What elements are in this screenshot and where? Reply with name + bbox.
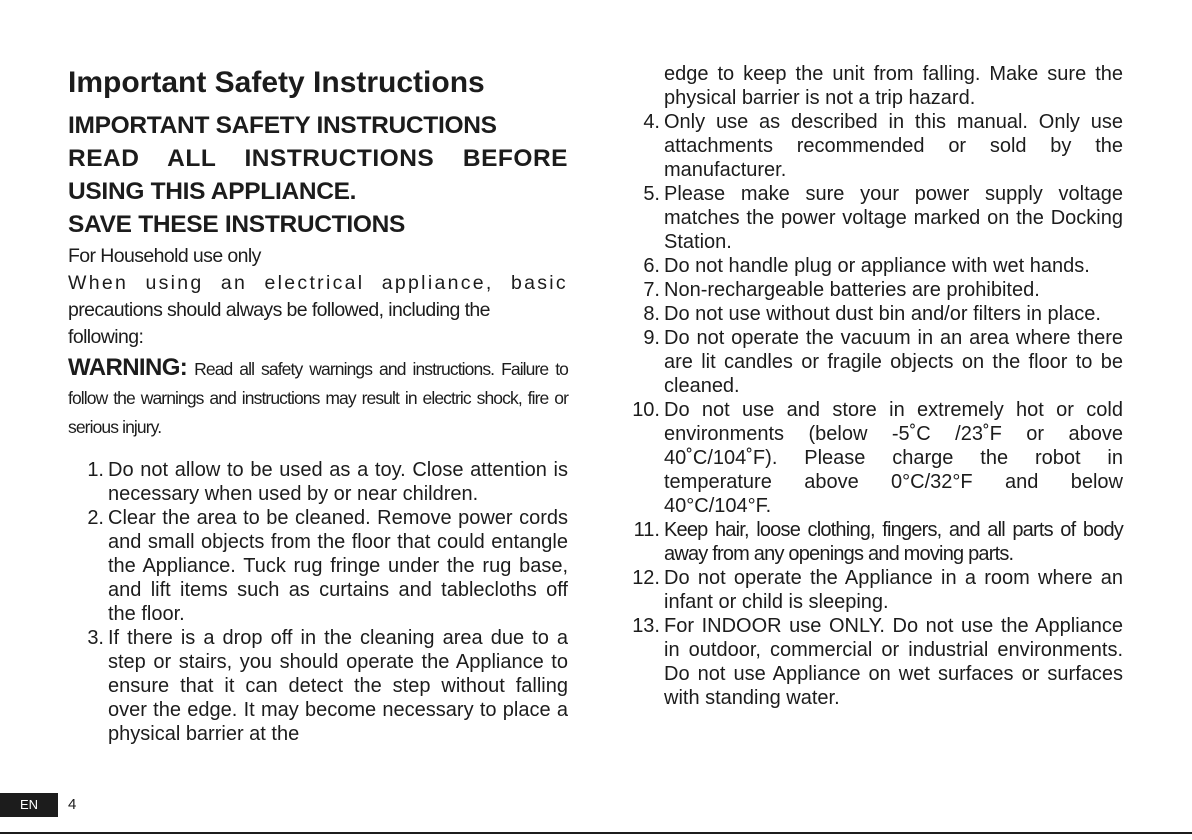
page-number: 4 (68, 796, 77, 813)
list-text: Do not allow to be used as a toy. Close attention is necessary when used by or near children. (108, 459, 568, 505)
list-number: 8. (643, 303, 660, 325)
list-number: 5. (643, 183, 660, 205)
list-number: 10. (632, 399, 660, 421)
safety-rules-left (68, 458, 568, 746)
heading-using: USING THIS APPLIANCE. (68, 178, 357, 205)
warning-text: Read all safety warnings and instructions. Failure to follow the warnings and instructions may result in electric shock, fire or serious injury. (68, 359, 568, 437)
list-item (620, 182, 1123, 254)
list-item (620, 566, 1123, 614)
intro-line-2: precautions should always be followed, including the (68, 299, 490, 321)
list-number: 13. (632, 615, 660, 637)
list-text: If there is a drop off in the cleaning area due to a step or stairs, you should operate the Appliance to ensure that it can detect the step without falling over the edge. It may become necessary to place a physical barrier at the (108, 627, 568, 745)
heading-save: SAVE THESE INSTRUCTIONS (68, 211, 406, 238)
list-number: 1. (87, 459, 104, 481)
list-number: 9. (643, 327, 660, 349)
list-number: 2. (87, 507, 104, 529)
list-number: 4. (643, 111, 660, 133)
list-item-continuation: edge to keep the unit from falling. Make sure the physical barrier is not a trip hazard. (664, 63, 1123, 109)
list-text: Do not handle plug or appliance with wet hands. (664, 255, 1090, 277)
list-text: Do not operate the vacuum in an area where there are lit candles or fragile objects on the floor to be cleaned. (664, 327, 1123, 397)
list-item (620, 614, 1123, 710)
list-number: 6. (643, 255, 660, 277)
list-item (68, 506, 568, 626)
list-text: Please make sure your power supply voltage matches the power voltage marked on the Docking Station. (664, 183, 1123, 253)
list-item (68, 458, 568, 506)
list-text: Do not use and store in extremely hot or cold environments (below -5˚C /23˚F or above 40˚C/104˚F). Please charge the robot in temperature above 0°C/32°F and below 40°C/104°F. (664, 399, 1123, 517)
language-tab: EN (0, 793, 58, 817)
heading-important: IMPORTANT SAFETY INSTRUCTIONS (68, 112, 497, 139)
warning-block (68, 353, 568, 442)
right-column (620, 62, 1123, 710)
heading-read-all: READ ALL INSTRUCTIONS BEFORE (68, 145, 568, 172)
list-item (620, 302, 1123, 326)
list-text: Do not operate the Appliance in a room where an infant or child is sleeping. (664, 567, 1123, 613)
list-item (620, 398, 1123, 518)
list-text: Do not use without dust bin and/or filters in place. (664, 303, 1101, 325)
intro-line-3: following: (68, 326, 144, 348)
left-column (68, 62, 568, 746)
list-text: Clear the area to be cleaned. Remove power cords and small objects from the floor that could entangle the Appliance. Tuck rug fringe under the rug base, and lift items such as curtains and tablecloths off the floor. (108, 507, 568, 625)
list-text: Non-rechargeable batteries are prohibited. (664, 279, 1040, 301)
safety-rules-right (620, 110, 1123, 710)
bottom-divider (0, 832, 1192, 834)
list-number: 7. (643, 279, 660, 301)
list-text: Keep hair, loose clothing, fingers, and all parts of body away from any openings and moving parts. (664, 519, 1123, 565)
list-text: For INDOOR use ONLY. Do not use the Appliance in outdoor, commercial or industrial environments. Do not use Appliance on wet surfaces or surfaces with standing water. (664, 615, 1123, 709)
list-number: 3. (87, 627, 104, 649)
list-item (620, 518, 1123, 566)
list-item (620, 110, 1123, 182)
list-item (620, 254, 1123, 278)
list-item (620, 278, 1123, 302)
household-note: For Household use only (68, 245, 261, 267)
list-number: 12. (632, 567, 660, 589)
intro-line-1: When using an electrical appliance, basic (68, 272, 568, 294)
page-title: Important Safety Instructions (68, 66, 485, 99)
list-item (620, 326, 1123, 398)
warning-label: WARNING: (68, 354, 188, 381)
list-number: 11. (633, 519, 660, 541)
list-text: Only use as described in this manual. Only use attachments recommended or sold by the manufacturer. (664, 111, 1123, 181)
list-item (68, 626, 568, 746)
